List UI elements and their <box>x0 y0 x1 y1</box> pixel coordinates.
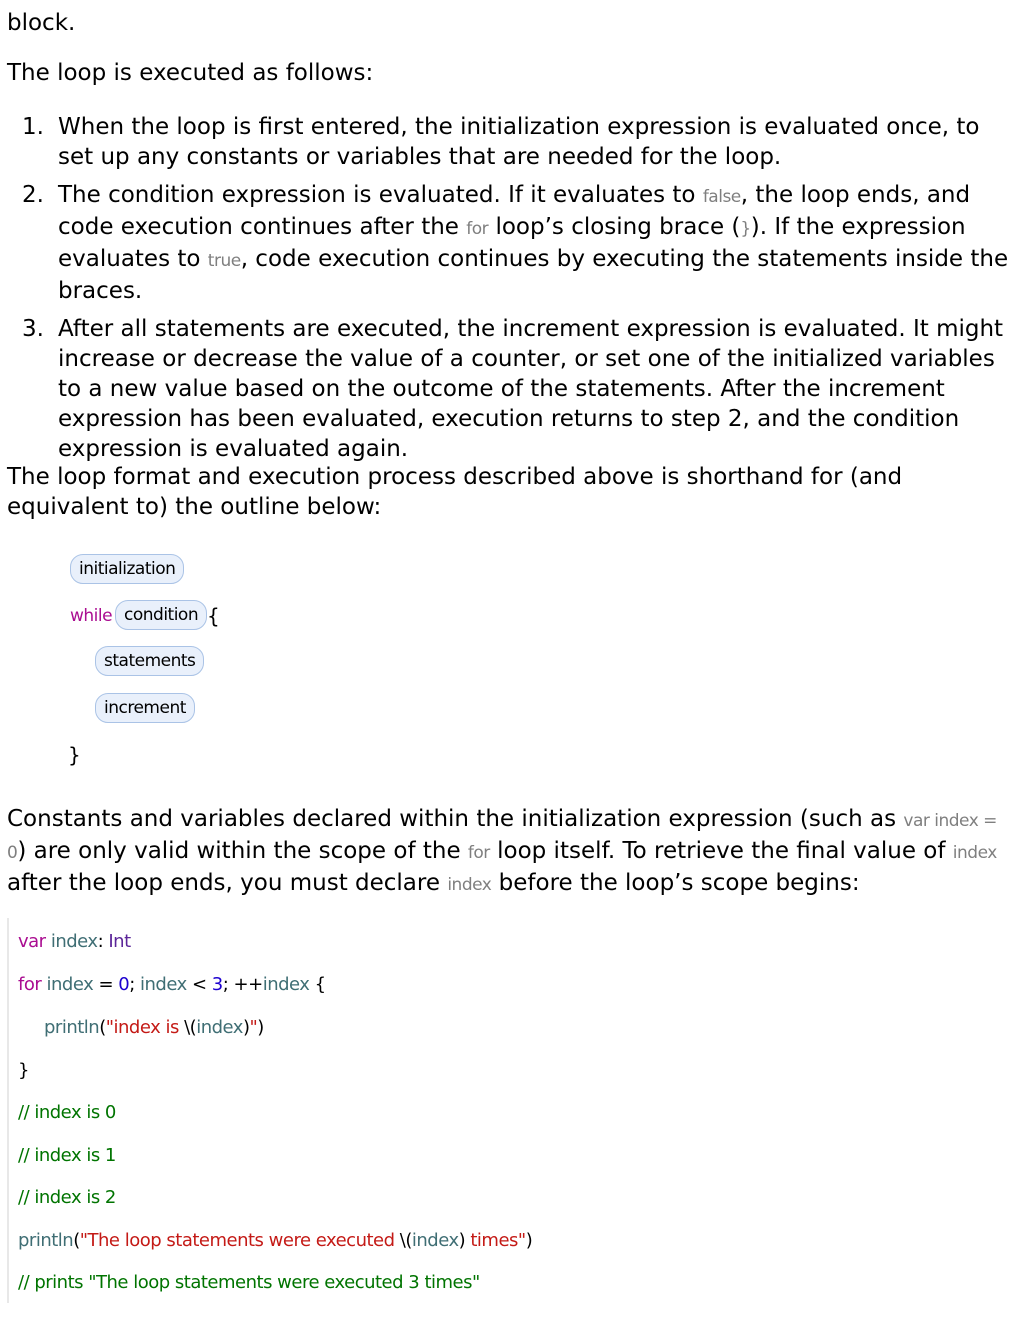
step-text-part: loop’s closing brace ( <box>495 214 741 240</box>
execution-steps-list <box>0 112 1020 472</box>
scope-paragraph <box>7 804 1019 900</box>
code-line: println("The loop statements were executed \(index) times") <box>18 1230 533 1251</box>
increment-placeholder: increment <box>95 693 195 723</box>
step-text-part: , code execution continues by executing the statements inside the braces. <box>58 246 1009 304</box>
step-text: When the loop is first entered, the initialization expression is evaluated once, to set up any constants or variables that are needed for the loop. <box>58 114 980 170</box>
inline-code-for: for <box>467 843 490 863</box>
list-item <box>0 112 1020 172</box>
step-text: After all statements are executed, the increment expression is evaluated. It might increase or decrease the value of a counter, or set one of the initialized variables to a new value based on the outcome of the statements. After the increment expression has been evaluated, execution returns to step 2, and the condition expression is evaluated again. <box>58 316 1004 462</box>
step-number: 1. <box>22 114 44 140</box>
step-number: 3. <box>22 316 44 342</box>
code-line: for index = 0; index < 3; ++index { <box>18 974 326 995</box>
inline-code-index: index <box>447 875 492 895</box>
step-text-part: ). If the expression evaluates to <box>58 214 966 272</box>
loop-outline-diagram <box>0 545 1024 775</box>
code-comment: // index is 0 <box>18 1102 116 1123</box>
statements-placeholder: statements <box>95 646 204 676</box>
inline-code-var-index: var index = 0 <box>7 811 997 863</box>
step-text-part: The condition expression is evaluated. If it evaluates to <box>58 182 696 208</box>
code-listing <box>0 918 1024 1308</box>
inline-code-brace: } <box>740 219 751 239</box>
text-part: loop itself. To retrieve the final value of <box>497 838 946 864</box>
code-comment: // prints "The loop statements were executed 3 times" <box>18 1272 480 1293</box>
inline-code-for: for <box>466 219 489 239</box>
step-number: 2. <box>22 182 44 208</box>
code-comment: // index is 2 <box>18 1187 116 1208</box>
while-keyword: while <box>70 606 113 626</box>
open-brace: { <box>207 604 220 628</box>
text-part: Constants and variables declared within the initialization expression (such as <box>7 806 897 832</box>
close-brace: } <box>68 743 81 767</box>
step-text-part: , the loop ends, and code execution continues after the <box>58 182 971 240</box>
code-line: var index: Int <box>18 931 131 952</box>
condition-placeholder: condition <box>115 600 207 630</box>
text-part: before the loop’s scope begins: <box>498 870 860 896</box>
shorthand-paragraph: The loop format and execution process described above is shorthand for (and equivalent to) the outline below: <box>7 464 903 520</box>
intro-fragment: block. <box>7 10 76 36</box>
inline-code-true: true <box>207 251 241 271</box>
text-part: after the loop ends, you must declare <box>7 870 441 896</box>
loop-intro: The loop is executed as follows: <box>7 60 374 86</box>
code-comment: // index is 1 <box>18 1145 116 1166</box>
code-line: } <box>18 1060 29 1081</box>
code-line: println("index is \(index)") <box>44 1017 264 1038</box>
inline-code-index: index <box>952 843 997 863</box>
code-margin-bar <box>7 918 9 1303</box>
text-part: ) are only valid within the scope of the <box>17 838 461 864</box>
list-item <box>0 314 1020 464</box>
list-item <box>0 180 1020 306</box>
initialization-placeholder: initialization <box>70 554 184 584</box>
inline-code-false: false <box>702 187 741 207</box>
